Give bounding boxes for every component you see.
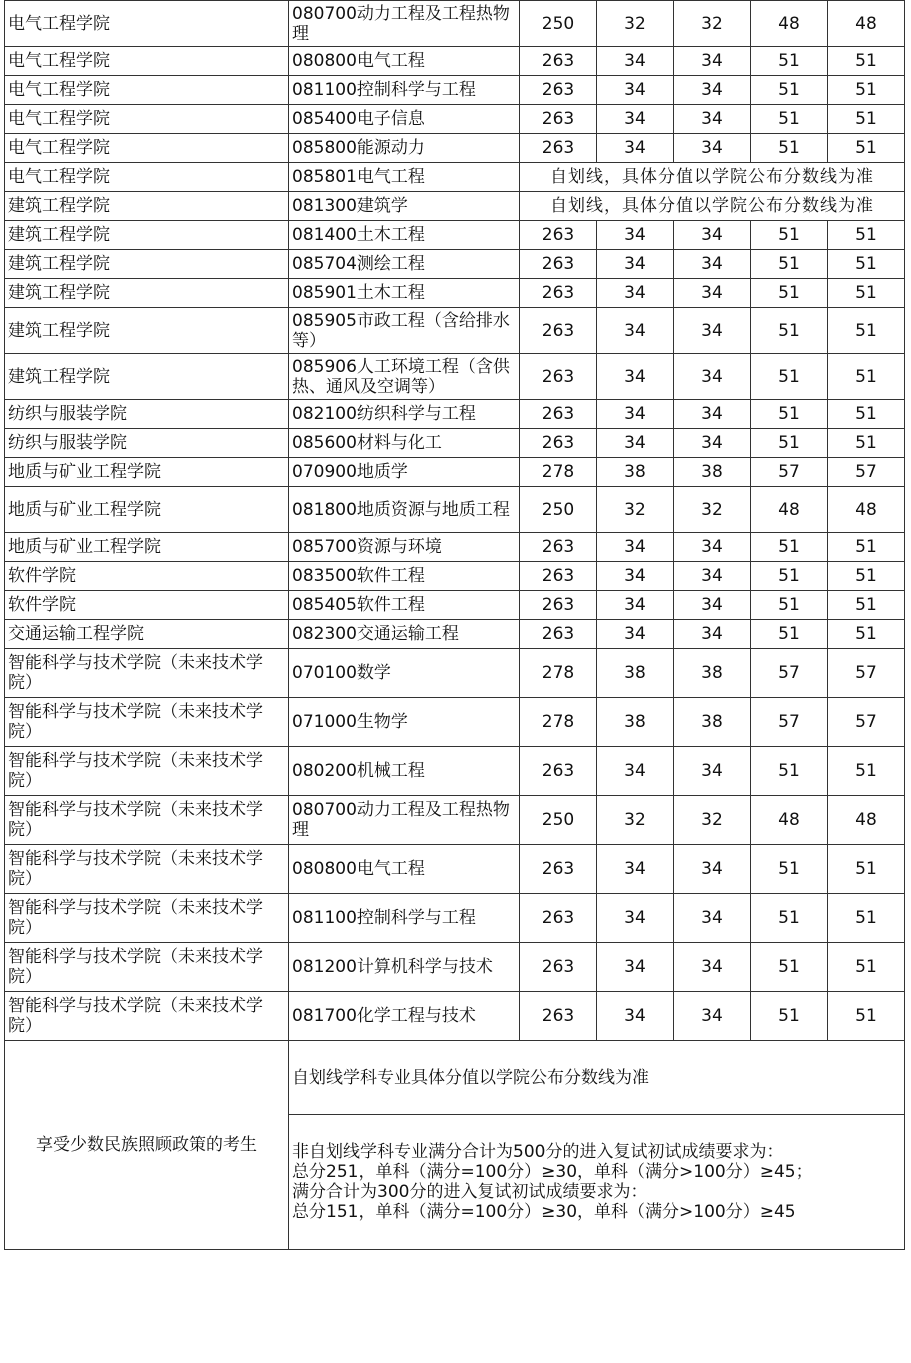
subject3-score-cell: 51 [751, 620, 828, 649]
table-row [5, 105, 905, 134]
major-cell: 085905市政工程（含给排水等） [289, 308, 520, 354]
subject4-score-cell: 51 [828, 591, 905, 620]
subject4-score-cell: 51 [828, 943, 905, 992]
table-row [5, 943, 905, 992]
total-score-cell: 250 [520, 1, 597, 47]
table-row [5, 279, 905, 308]
subject3-score-cell: 51 [751, 47, 828, 76]
table-row [5, 76, 905, 105]
table-row [5, 894, 905, 943]
major-cell: 081300建筑学 [289, 192, 520, 221]
score-table-body [5, 1, 905, 1041]
total-score-cell: 263 [520, 354, 597, 400]
major-cell: 080200机械工程 [289, 747, 520, 796]
subject3-score-cell: 51 [751, 354, 828, 400]
subject4-score-cell: 51 [828, 134, 905, 163]
subject4-score-cell: 51 [828, 429, 905, 458]
college-cell: 地质与矿业工程学院 [5, 487, 289, 533]
subject1-score-cell: 34 [597, 279, 674, 308]
college-cell: 智能科学与技术学院（未来技术学院） [5, 747, 289, 796]
subject3-score-cell: 51 [751, 134, 828, 163]
minority-label: 享受少数民族照顾政策的考生 [5, 1041, 289, 1250]
college-cell: 智能科学与技术学院（未来技术学院） [5, 894, 289, 943]
college-cell: 纺织与服装学院 [5, 429, 289, 458]
college-cell: 电气工程学院 [5, 134, 289, 163]
total-score-cell: 263 [520, 221, 597, 250]
minority-requirements-note [289, 1115, 905, 1250]
major-cell: 071000生物学 [289, 698, 520, 747]
table-row [5, 562, 905, 591]
requirement-line: 总分251，单科（满分=100分）≥30，单科（满分>100分）≥45； [292, 1162, 813, 1182]
subject4-score-cell: 48 [828, 1, 905, 47]
table-row [5, 533, 905, 562]
major-cell: 085700资源与环境 [289, 533, 520, 562]
college-cell: 电气工程学院 [5, 76, 289, 105]
subject2-score-cell: 34 [674, 354, 751, 400]
table-row [5, 591, 905, 620]
subject1-score-cell: 34 [597, 845, 674, 894]
subject3-score-cell: 48 [751, 487, 828, 533]
subject4-score-cell: 57 [828, 649, 905, 698]
subject2-score-cell: 34 [674, 845, 751, 894]
table-row [5, 992, 905, 1041]
table-row [5, 250, 905, 279]
total-score-cell: 250 [520, 487, 597, 533]
self-line-cell: 自划线，具体分值以学院公布分数线为准 [520, 192, 905, 221]
subject1-score-cell: 34 [597, 105, 674, 134]
college-cell: 建筑工程学院 [5, 354, 289, 400]
college-cell: 智能科学与技术学院（未来技术学院） [5, 992, 289, 1041]
subject2-score-cell: 34 [674, 134, 751, 163]
college-cell: 电气工程学院 [5, 1, 289, 47]
college-cell: 建筑工程学院 [5, 308, 289, 354]
subject3-score-cell: 57 [751, 698, 828, 747]
subject4-score-cell: 51 [828, 620, 905, 649]
subject1-score-cell: 32 [597, 1, 674, 47]
subject2-score-cell: 34 [674, 591, 751, 620]
total-score-cell: 278 [520, 649, 597, 698]
subject1-score-cell: 38 [597, 698, 674, 747]
college-cell: 智能科学与技术学院（未来技术学院） [5, 845, 289, 894]
subject4-score-cell: 48 [828, 487, 905, 533]
major-cell: 081700化学工程与技术 [289, 992, 520, 1041]
major-cell: 080700动力工程及工程热物理 [289, 796, 520, 845]
table-row [5, 354, 905, 400]
minority-self-line-note: 自划线学科专业具体分值以学院公布分数线为准 [289, 1041, 905, 1115]
total-score-cell: 263 [520, 747, 597, 796]
subject2-score-cell: 32 [674, 487, 751, 533]
college-cell: 电气工程学院 [5, 163, 289, 192]
subject2-score-cell: 34 [674, 620, 751, 649]
total-score-cell: 278 [520, 458, 597, 487]
subject4-score-cell: 51 [828, 250, 905, 279]
subject1-score-cell: 34 [597, 308, 674, 354]
college-cell: 纺织与服装学院 [5, 400, 289, 429]
subject2-score-cell: 34 [674, 47, 751, 76]
subject1-score-cell: 38 [597, 458, 674, 487]
requirement-line: 满分合计为300分的进入复试初试成绩要求为： [292, 1182, 648, 1202]
table-row [5, 796, 905, 845]
score-table [4, 0, 905, 1250]
subject3-score-cell: 51 [751, 943, 828, 992]
subject3-score-cell: 51 [751, 747, 828, 796]
subject3-score-cell: 51 [751, 591, 828, 620]
subject2-score-cell: 34 [674, 992, 751, 1041]
requirement-line: 非自划线学科专业满分合计为500分的进入复试初试成绩要求为： [292, 1142, 784, 1162]
subject4-score-cell: 51 [828, 308, 905, 354]
subject3-score-cell: 51 [751, 894, 828, 943]
subject3-score-cell: 51 [751, 992, 828, 1041]
subject4-score-cell: 51 [828, 562, 905, 591]
subject2-score-cell: 34 [674, 308, 751, 354]
subject4-score-cell: 51 [828, 76, 905, 105]
major-cell: 085600材料与化工 [289, 429, 520, 458]
subject3-score-cell: 51 [751, 308, 828, 354]
subject2-score-cell: 34 [674, 105, 751, 134]
subject3-score-cell: 51 [751, 533, 828, 562]
subject4-score-cell: 51 [828, 400, 905, 429]
total-score-cell: 263 [520, 400, 597, 429]
subject4-score-cell: 51 [828, 992, 905, 1041]
subject2-score-cell: 32 [674, 1, 751, 47]
major-cell: 070900地质学 [289, 458, 520, 487]
subject2-score-cell: 34 [674, 894, 751, 943]
requirement-line: 总分151，单科（满分=100分）≥30，单科（满分>100分）≥45 [292, 1202, 796, 1222]
subject4-score-cell: 51 [828, 221, 905, 250]
subject4-score-cell: 51 [828, 279, 905, 308]
table-row [5, 192, 905, 221]
total-score-cell: 263 [520, 591, 597, 620]
table-row [5, 308, 905, 354]
subject2-score-cell: 38 [674, 649, 751, 698]
college-cell: 软件学院 [5, 562, 289, 591]
table-row [5, 458, 905, 487]
table-row [5, 221, 905, 250]
subject4-score-cell: 51 [828, 47, 905, 76]
subject2-score-cell: 32 [674, 796, 751, 845]
subject3-score-cell: 48 [751, 1, 828, 47]
total-score-cell: 263 [520, 134, 597, 163]
subject4-score-cell: 57 [828, 458, 905, 487]
total-score-cell: 263 [520, 845, 597, 894]
subject1-score-cell: 34 [597, 134, 674, 163]
subject3-score-cell: 57 [751, 458, 828, 487]
subject3-score-cell: 51 [751, 76, 828, 105]
major-cell: 082300交通运输工程 [289, 620, 520, 649]
subject1-score-cell: 34 [597, 429, 674, 458]
table-row [5, 134, 905, 163]
major-cell: 081100控制科学与工程 [289, 76, 520, 105]
subject3-score-cell: 57 [751, 649, 828, 698]
major-cell: 080800电气工程 [289, 47, 520, 76]
major-cell: 080700动力工程及工程热物理 [289, 1, 520, 47]
total-score-cell: 250 [520, 796, 597, 845]
college-cell: 交通运输工程学院 [5, 620, 289, 649]
table-row [5, 163, 905, 192]
subject2-score-cell: 34 [674, 76, 751, 105]
total-score-cell: 263 [520, 47, 597, 76]
total-score-cell: 263 [520, 279, 597, 308]
subject1-score-cell: 34 [597, 354, 674, 400]
major-cell: 085704测绘工程 [289, 250, 520, 279]
college-cell: 建筑工程学院 [5, 221, 289, 250]
table-row [5, 1, 905, 47]
subject2-score-cell: 38 [674, 698, 751, 747]
subject1-score-cell: 34 [597, 747, 674, 796]
college-cell: 智能科学与技术学院（未来技术学院） [5, 649, 289, 698]
major-cell: 085400电子信息 [289, 105, 520, 134]
subject2-score-cell: 34 [674, 562, 751, 591]
college-cell: 智能科学与技术学院（未来技术学院） [5, 943, 289, 992]
major-cell: 085901土木工程 [289, 279, 520, 308]
college-cell: 建筑工程学院 [5, 250, 289, 279]
major-cell: 085906人工环境工程（含供热、通风及空调等） [289, 354, 520, 400]
table-row [5, 47, 905, 76]
major-cell: 081200计算机科学与技术 [289, 943, 520, 992]
subject4-score-cell: 51 [828, 354, 905, 400]
subject1-score-cell: 34 [597, 992, 674, 1041]
major-cell: 085405软件工程 [289, 591, 520, 620]
college-cell: 地质与矿业工程学院 [5, 458, 289, 487]
total-score-cell: 263 [520, 894, 597, 943]
subject4-score-cell: 51 [828, 105, 905, 134]
subject1-score-cell: 34 [597, 894, 674, 943]
major-cell: 080800电气工程 [289, 845, 520, 894]
college-cell: 建筑工程学院 [5, 192, 289, 221]
subject3-score-cell: 51 [751, 250, 828, 279]
subject3-score-cell: 51 [751, 400, 828, 429]
subject2-score-cell: 34 [674, 943, 751, 992]
subject1-score-cell: 32 [597, 487, 674, 533]
college-cell: 软件学院 [5, 591, 289, 620]
subject2-score-cell: 34 [674, 221, 751, 250]
total-score-cell: 263 [520, 105, 597, 134]
college-cell: 建筑工程学院 [5, 279, 289, 308]
subject1-score-cell: 34 [597, 620, 674, 649]
major-cell: 081400土木工程 [289, 221, 520, 250]
table-row [5, 845, 905, 894]
total-score-cell: 263 [520, 250, 597, 279]
subject2-score-cell: 34 [674, 400, 751, 429]
subject1-score-cell: 34 [597, 533, 674, 562]
subject3-score-cell: 51 [751, 562, 828, 591]
subject2-score-cell: 34 [674, 429, 751, 458]
table-row [5, 698, 905, 747]
table-row [5, 487, 905, 533]
self-line-cell: 自划线，具体分值以学院公布分数线为准 [520, 163, 905, 192]
table-row [5, 400, 905, 429]
subject3-score-cell: 51 [751, 429, 828, 458]
major-cell: 085800能源动力 [289, 134, 520, 163]
subject3-score-cell: 51 [751, 221, 828, 250]
subject1-score-cell: 38 [597, 649, 674, 698]
table-row [5, 649, 905, 698]
subject4-score-cell: 51 [828, 894, 905, 943]
college-cell: 电气工程学院 [5, 105, 289, 134]
subject4-score-cell: 57 [828, 698, 905, 747]
total-score-cell: 263 [520, 620, 597, 649]
total-score-cell: 263 [520, 992, 597, 1041]
total-score-cell: 263 [520, 943, 597, 992]
college-cell: 智能科学与技术学院（未来技术学院） [5, 698, 289, 747]
minority-section [5, 1041, 905, 1250]
subject2-score-cell: 38 [674, 458, 751, 487]
subject3-score-cell: 51 [751, 105, 828, 134]
subject1-score-cell: 34 [597, 76, 674, 105]
subject1-score-cell: 34 [597, 562, 674, 591]
college-cell: 智能科学与技术学院（未来技术学院） [5, 796, 289, 845]
subject1-score-cell: 34 [597, 943, 674, 992]
major-cell: 082100纺织科学与工程 [289, 400, 520, 429]
subject1-score-cell: 34 [597, 47, 674, 76]
subject4-score-cell: 51 [828, 747, 905, 796]
college-cell: 地质与矿业工程学院 [5, 533, 289, 562]
subject2-score-cell: 34 [674, 250, 751, 279]
major-cell: 081800地质资源与地质工程 [289, 487, 520, 533]
subject1-score-cell: 34 [597, 250, 674, 279]
subject2-score-cell: 34 [674, 279, 751, 308]
table-row [5, 747, 905, 796]
subject1-score-cell: 34 [597, 221, 674, 250]
subject4-score-cell: 51 [828, 845, 905, 894]
major-cell: 070100数学 [289, 649, 520, 698]
total-score-cell: 263 [520, 429, 597, 458]
subject3-score-cell: 51 [751, 845, 828, 894]
total-score-cell: 263 [520, 562, 597, 591]
total-score-cell: 263 [520, 533, 597, 562]
college-cell: 电气工程学院 [5, 47, 289, 76]
subject3-score-cell: 51 [751, 279, 828, 308]
subject3-score-cell: 48 [751, 796, 828, 845]
subject2-score-cell: 34 [674, 533, 751, 562]
subject2-score-cell: 34 [674, 747, 751, 796]
subject4-score-cell: 48 [828, 796, 905, 845]
table-row [5, 429, 905, 458]
total-score-cell: 278 [520, 698, 597, 747]
total-score-cell: 263 [520, 308, 597, 354]
subject1-score-cell: 32 [597, 796, 674, 845]
major-cell: 081100控制科学与工程 [289, 894, 520, 943]
major-cell: 083500软件工程 [289, 562, 520, 591]
subject4-score-cell: 51 [828, 533, 905, 562]
subject1-score-cell: 34 [597, 591, 674, 620]
major-cell: 085801电气工程 [289, 163, 520, 192]
subject1-score-cell: 34 [597, 400, 674, 429]
table-row [5, 620, 905, 649]
total-score-cell: 263 [520, 76, 597, 105]
